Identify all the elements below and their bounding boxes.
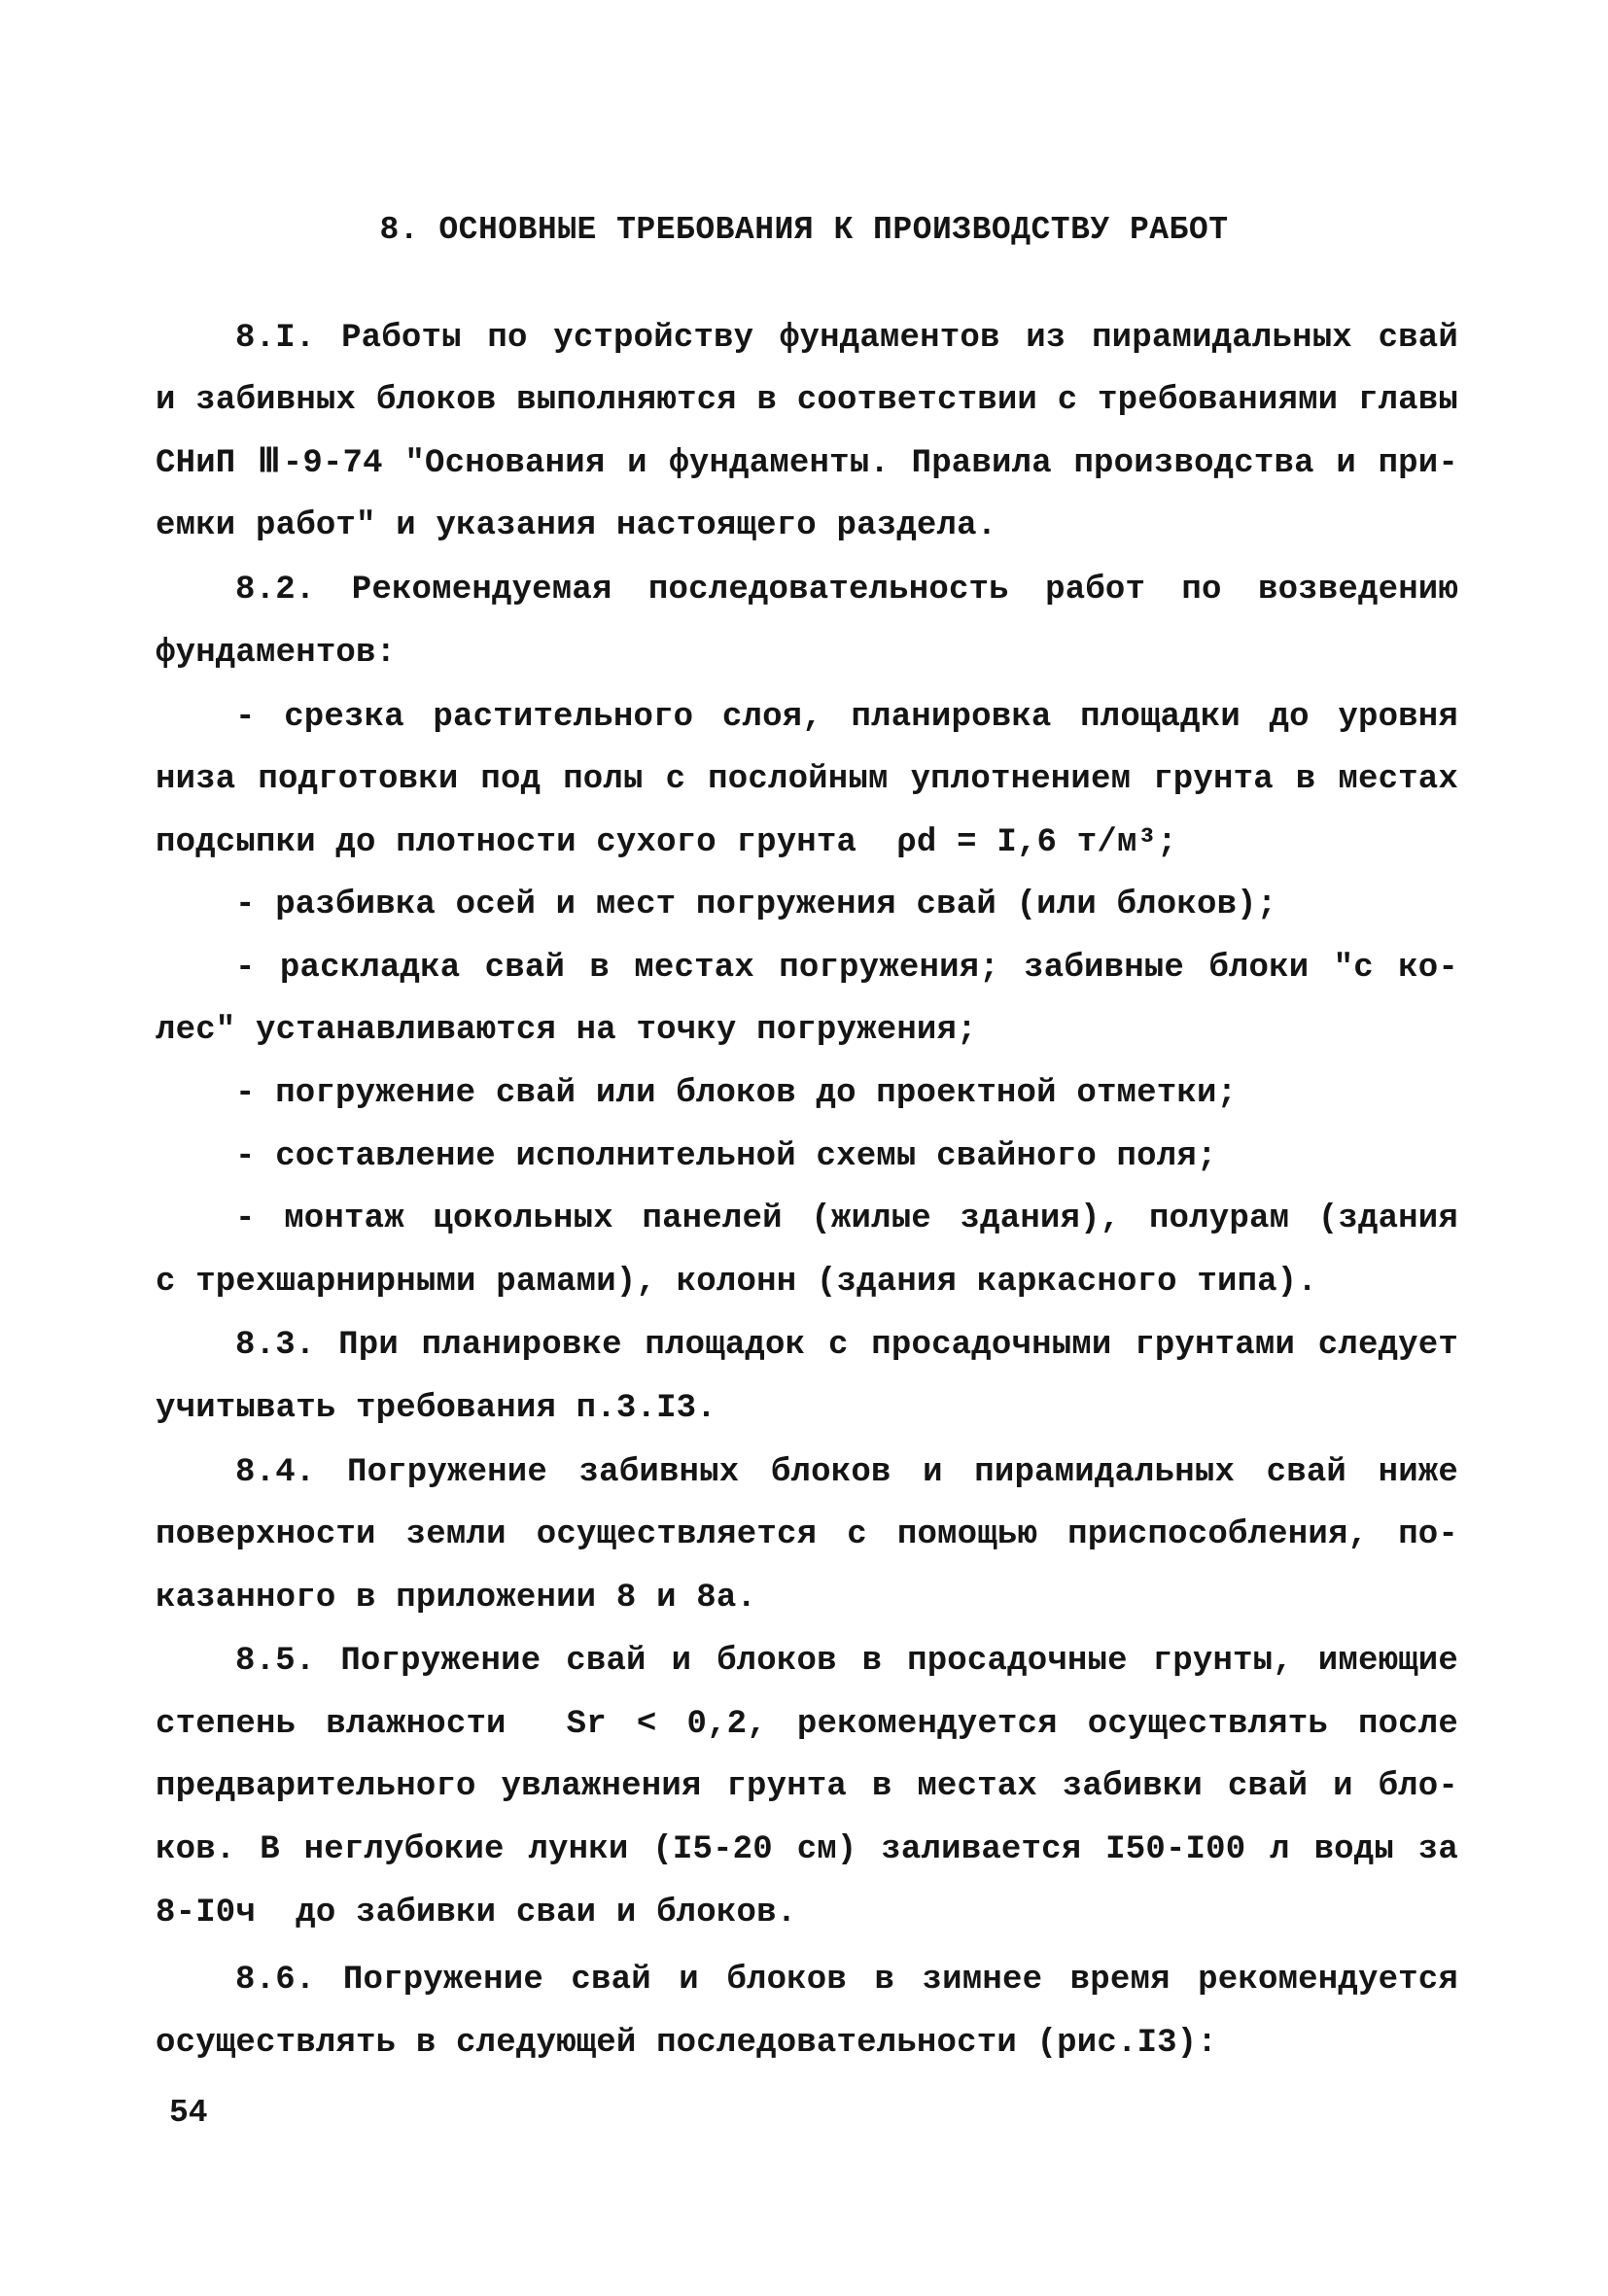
paragraph-line: поверхности земли осуществляется с помощью приспособления, по- [156, 1516, 1458, 1553]
list-item: - монтаж цокольных панелей (жилые здания), полурам (здания [235, 1200, 1458, 1237]
paragraph-line: емки работ" и указания настоящего раздела. [156, 507, 997, 544]
paragraph-line: 8.5. Погружение свай и блоков в просадочные грунты, имеющие [235, 1643, 1458, 1680]
paragraph-line: низа подготовки под полы с послойным уплотнением грунта в местах [156, 761, 1458, 798]
paragraph-line: фундаментов: [156, 635, 397, 672]
list-item: - раскладка свай в местах погружения; забивные блоки "с ко- [235, 950, 1458, 987]
paragraph-line: СНиП Ⅲ-9-74 "Основания и фундаменты. Правила производства и при- [156, 445, 1458, 482]
paragraph-line: степень влажности Sr < 0,2, рекомендуется осуществлять после [156, 1706, 1458, 1743]
paragraph-line: учитывать требования п.3.I3. [156, 1390, 717, 1427]
list-item: - разбивка осей и мест погружения свай (или блоков); [235, 887, 1277, 923]
paragraph-line: лес" устанавливаются на точку погружения; [156, 1012, 977, 1049]
paragraph-line: ков. В неглубокие лунки (I5-20 см) заливается I50-I00 л воды за [156, 1831, 1458, 1868]
list-item: - погружение свай или блоков до проектной отметки; [235, 1075, 1238, 1112]
paragraph-line: и забивных блоков выполняются в соответствии с требованиями главы [156, 382, 1458, 419]
paragraph-line: 8.6. Погружение свай и блоков в зимнее время рекомендуется [235, 1962, 1458, 1999]
list-item: - срезка растительного слоя, планировка площадки до уровня [235, 699, 1458, 736]
paragraph-line: 8.I. Работы по устройству фундаментов из пирамидальных свай [235, 320, 1458, 357]
paragraph-line: осуществлять в следующей последовательности (рис.I3): [156, 2025, 1217, 2062]
paragraph-line: 8.3. При планировке площадок с просадочными грунтами следует [235, 1327, 1458, 1364]
page-number: 54 [169, 2095, 208, 2131]
paragraph-line: 8-I0ч до забивки сваи и блоков. [156, 1895, 797, 1931]
paragraph-line: подсыпки до плотности сухого грунта ρd = I,6 т/м³; [156, 824, 1177, 861]
paragraph-line: с трехшарнирными рамами), колонн (здания каркасного типа). [156, 1264, 1317, 1301]
section-title: 8. ОСНОВНЫЕ ТРЕБОВАНИЯ К ПРОИЗВОДСТВУ РАБОТ [379, 212, 1229, 248]
list-item: - составление исполнительной схемы свайного поля; [235, 1138, 1217, 1175]
paragraph-line: 8.4. Погружение забивных блоков и пирамидальных свай ниже [235, 1454, 1458, 1491]
paragraph-line: казанного в приложении 8 и 8а. [156, 1580, 757, 1617]
paragraph-line: 8.2. Рекомендуемая последовательность работ по возведению [235, 572, 1458, 609]
paragraph-line: предварительного увлажнения грунта в местах забивки свай и бло- [156, 1768, 1458, 1805]
